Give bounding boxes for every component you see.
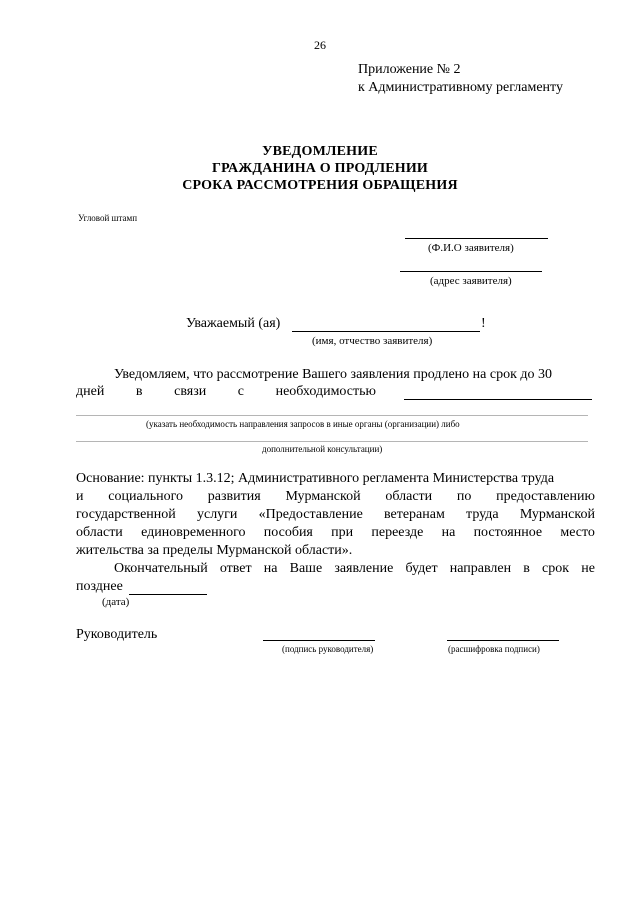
word: государственной [76, 507, 176, 522]
word: срок [542, 561, 570, 576]
applicant-address-line [400, 271, 542, 272]
word: единовременного [141, 525, 246, 540]
notification-line-1: Уведомляем, что рассмотрение Вашего заявления продлено на срок до 30 [114, 367, 553, 382]
greeting-text: Уважаемый (ая) [186, 316, 281, 331]
basis-line-3 [76, 507, 595, 523]
basis-line-2 [76, 489, 595, 505]
word: и [76, 489, 84, 504]
applicant-fio-line [405, 238, 548, 239]
document-title-line-3: СРОКА РАССМОТРЕНИЯ ОБРАЩЕНИЯ [182, 178, 458, 193]
necessity-hint-1: (указать необходимость направления запросов в иные органы (организации) либо [146, 419, 460, 429]
word: области [76, 525, 123, 540]
necessity-continuation-line-2 [76, 441, 588, 442]
document-title-line-1: УВЕДОМЛЕНИЕ [262, 144, 378, 159]
page-number: 26 [314, 38, 326, 52]
word: не [581, 561, 595, 576]
corner-stamp-label: Угловой штамп [78, 213, 138, 223]
word: предоставлению [496, 489, 595, 504]
word: области [385, 489, 433, 504]
word: Ваше [289, 561, 323, 576]
word: направлен [449, 561, 512, 576]
word: Мурманской [285, 489, 361, 504]
word: место [560, 525, 595, 540]
signature-decode-caption: (расшифровка подписи) [448, 644, 540, 654]
head-signature-line [263, 640, 375, 641]
word: на [263, 561, 278, 576]
word: связи [174, 384, 207, 399]
word: на [441, 525, 456, 540]
applicant-fio-caption: (Ф.И.О заявителя) [428, 242, 514, 254]
word: переезде [371, 525, 424, 540]
word: необходимостью [275, 384, 376, 399]
word: ветеранам [383, 507, 445, 522]
word: в [135, 384, 143, 399]
deadline-date-line [129, 594, 207, 595]
greeting-name-caption: (имя, отчество заявителя) [312, 335, 433, 347]
word: труда [466, 507, 499, 522]
appendix-number: Приложение № 2 [358, 62, 461, 77]
word: в [523, 561, 530, 576]
head-signature-caption: (подпись руководителя) [282, 644, 374, 654]
applicant-address-caption: (адрес заявителя) [430, 275, 512, 287]
basis-line-1: Основание: пункты 1.3.12; Административного регламента Министерства труда [76, 471, 555, 486]
word: Окончательный [114, 561, 208, 576]
appendix-reference: к Административному регламенту [358, 80, 563, 95]
word: заявление [334, 561, 394, 576]
word: ответ [219, 561, 252, 576]
word: «Предоставление [258, 507, 363, 522]
word: постоянное [473, 525, 543, 540]
word: с [237, 384, 245, 399]
head-label: Руководитель [76, 627, 158, 642]
basis-line-5: жительства за пределы Мурманской области». [76, 543, 353, 558]
necessity-line [404, 399, 592, 400]
necessity-continuation-line [76, 415, 588, 416]
basis-line-4 [76, 525, 595, 541]
word: Мурманской [519, 507, 595, 522]
signature-decode-line [447, 640, 559, 641]
word: развития [207, 489, 261, 504]
word: дней [76, 384, 105, 399]
greeting-exclamation: ! [481, 316, 486, 331]
word: пособия [263, 525, 313, 540]
word: социального [108, 489, 184, 504]
word: услуги [196, 507, 238, 522]
final-line-1 [114, 561, 595, 577]
notification-line-2 [76, 384, 376, 400]
word: по [456, 489, 472, 504]
word: при [331, 525, 354, 540]
final-line-2: позднее [76, 579, 123, 594]
necessity-hint-2: дополнительной консультации) [262, 444, 383, 454]
greeting-name-line [292, 331, 480, 332]
deadline-date-caption: (дата) [102, 596, 130, 608]
word: будет [405, 561, 438, 576]
document-title-line-2: ГРАЖДАНИНА О ПРОДЛЕНИИ [211, 161, 429, 176]
